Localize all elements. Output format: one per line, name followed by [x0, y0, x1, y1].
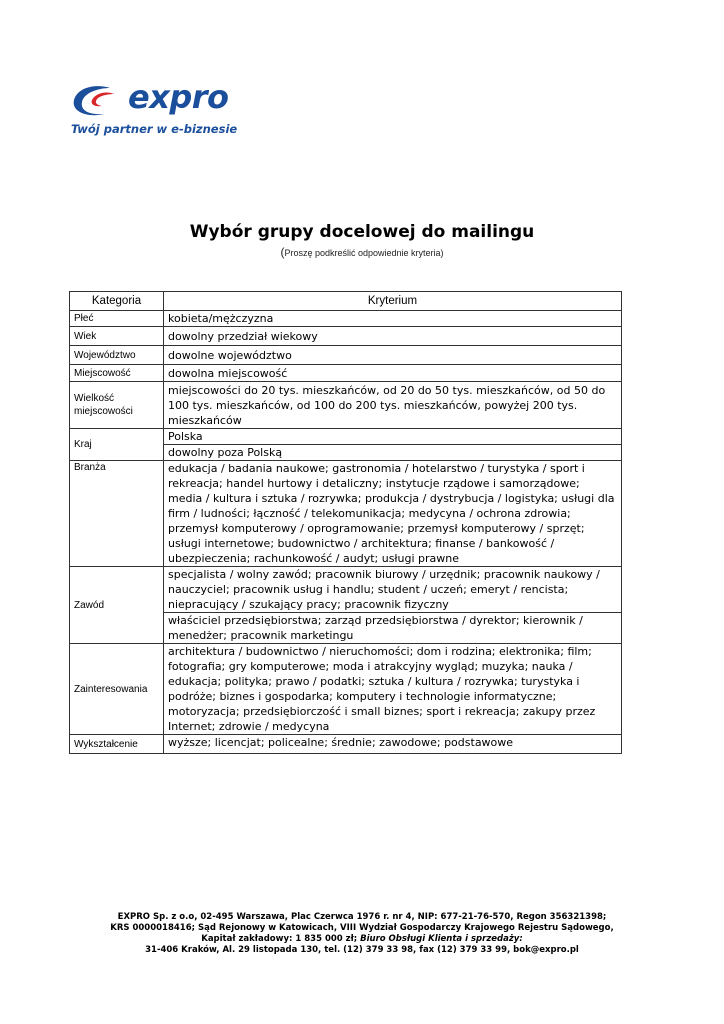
footer-office-label: Biuro Obsługi Klienta i sprzedaży:: [360, 934, 523, 944]
category-cell: Miejscowość: [70, 365, 164, 382]
category-cell: Wielkość miejscowości: [70, 382, 164, 429]
criterion-cell[interactable]: wyższe; licencjat; policealne; średnie; zawodowe; podstawowe: [164, 735, 622, 754]
page-title: Wybór grupy docelowej do mailingu: [189, 222, 535, 242]
header-category: Kategoria: [70, 292, 164, 311]
table-row: [70, 382, 622, 429]
header-criterion: Kryterium: [164, 292, 622, 311]
criterion-cell[interactable]: miejscowości do 20 tys. mieszkańców, od 20 do 50 tys. mieszkańców, od 50 do 100 tys. mieszkańców, od 100 do 200 tys. mieszkańców, powyżej 200 tys. mieszkańców: [164, 382, 622, 429]
category-cell: Zawód: [70, 567, 164, 644]
criterion-cell[interactable]: dowolne województwo: [164, 346, 622, 365]
logo-tagline: Twój partner w e-biznesie: [71, 122, 238, 136]
table-header-row: [70, 292, 622, 311]
category-cell: Wykształcenie: [70, 735, 164, 754]
company-footer: [0, 912, 724, 956]
table-row: [70, 346, 622, 365]
table-row: [70, 429, 622, 445]
category-cell: Województwo: [70, 346, 164, 365]
criterion-cell[interactable]: edukacja / badania naukowe; gastronomia / hotelarstwo / turystyka / sport i rekreacja; handel hurtowy i detaliczny; instytucje rządowe i samorządowe; media / kultura i sztuka / rozrywka; produkcja / dystrybucja / logistyka; usługi dla firm / ludności; łączność / telekomunikacja; medycyna / ochrona zdrowia; przemysł komputerowy / oprogramowanie; przemysł komputerowy / sprzęt; usługi internetowe; budownictwo / architektura; finanse / bankowość / ubezpieczenia; rachunkowość / audyt; usługi prawne: [164, 461, 622, 567]
table-row: [70, 365, 622, 382]
page-subtitle: [0, 245, 724, 259]
subtitle-paren: (: [280, 245, 285, 259]
subtitle-text: Proszę podkreślić odpowiednie kryteria): [284, 248, 444, 258]
table-row: [70, 735, 622, 754]
footer-line: 31-406 Kraków, Al. 29 listopada 130, tel. (12) 379 33 98, fax (12) 379 33 99, bok@expro.pl: [145, 945, 579, 955]
footer-capital: Kapitał zakładowy: 1 835 000 zł;: [201, 934, 358, 944]
criterion-cell[interactable]: architektura / budownictwo / nieruchomości; dom i rodzina; elektronika; film; fotografia; gry komputerowe; moda i atrakcyjny wygląd; muzyka; nauka / edukacja; polityka; prawo / podatki; sztuka / kultura / rozrywka; turystyka i podróże; biznes i gospodarka; komputery i technologie informatyczne; motoryzacja; przedsiębiorczość i small biznes; sport i rekreacja; zakupy przez Internet; zdrowie / medycyna: [164, 644, 622, 735]
criterion-cell[interactable]: specjalista / wolny zawód; pracownik biurowy / urzędnik; pracownik naukowy / nauczyciel; pracownik usług i handlu; student / uczeń; emeryt / rencista; niepracujący / szukający pracy; pracownik fizyczny: [164, 567, 622, 613]
table-row: [70, 461, 622, 567]
category-cell: Wiek: [70, 327, 164, 346]
category-cell: Kraj: [70, 429, 164, 461]
footer-line: [0, 934, 724, 945]
table-row: [70, 327, 622, 346]
logo-wordmark: expro: [128, 78, 229, 116]
category-cell: Zainteresowania: [70, 644, 164, 735]
table-row: [70, 644, 622, 735]
category-cell: Branża: [70, 461, 164, 567]
criteria-table: [69, 291, 622, 754]
criterion-cell[interactable]: dowolna miejscowość: [164, 365, 622, 382]
criterion-cell[interactable]: dowolny przedział wiekowy: [164, 327, 622, 346]
footer-line: EXPRO Sp. z o.o, 02-495 Warszawa, Plac Czerwca 1976 r. nr 4, NIP: 677-21-76-570, Regon 356321398;: [117, 912, 607, 922]
table-row: [70, 311, 622, 327]
criterion-cell[interactable]: właściciel przedsiębiorstwa; zarząd przedsiębiorstwa / dyrektor; kierownik / menedżer; pracownik marketingu: [164, 613, 622, 644]
expro-swoosh-logo-icon: [70, 82, 128, 122]
footer-line: KRS 0000018416; Sąd Rejonowy w Katowicach, VIII Wydział Gospodarczy Krajowego Rejestru Sądowego,: [110, 923, 614, 933]
table-row: [70, 567, 622, 613]
category-cell: Płeć: [70, 311, 164, 327]
criterion-cell[interactable]: Polska: [164, 429, 622, 445]
company-logo: [70, 78, 240, 140]
criterion-cell[interactable]: kobieta/mężczyzna: [164, 311, 622, 327]
criterion-cell[interactable]: dowolny poza Polską: [164, 445, 622, 461]
